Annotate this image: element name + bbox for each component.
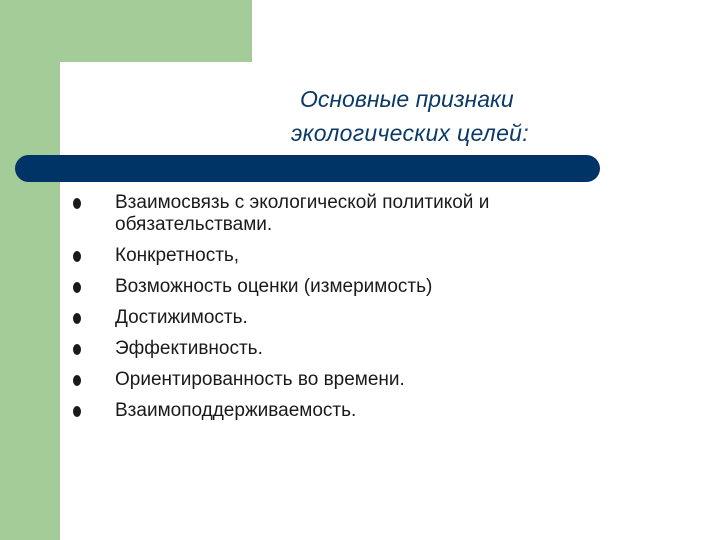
decorative-green-stripe-left (0, 0, 60, 540)
bullet-dot-icon (73, 251, 81, 262)
bullet-dot-icon (73, 198, 81, 209)
slide-title (250, 82, 670, 150)
list-item (73, 276, 633, 298)
slide-title-line-1: Основные признаки (300, 86, 514, 112)
slide-title-line-2: экологических целей: (291, 120, 529, 146)
bullet-dot-icon (73, 406, 81, 417)
list-item-text: Взаимоподдерживаемость. (115, 400, 357, 421)
bullet-dot-icon (73, 282, 81, 293)
list-item (73, 369, 633, 391)
list-item-text: Конкретность, (115, 245, 240, 266)
list-item (73, 400, 633, 422)
list-item (73, 192, 633, 236)
bullet-dot-icon (73, 375, 81, 386)
bullet-dot-icon (73, 313, 81, 324)
title-divider-bar (15, 155, 600, 182)
list-item (73, 307, 633, 329)
list-item-text: Достижимость. (115, 307, 248, 328)
list-item-text: Эффективность. (115, 338, 263, 359)
list-item (73, 338, 633, 360)
bullet-list (73, 192, 633, 431)
list-item-text: Взаимосвязь с экологической политикой и обязательствами. (115, 192, 490, 235)
list-item-text: Ориентированность во времени. (115, 369, 405, 390)
list-item-text: Возможность оценки (измеримость) (115, 276, 433, 297)
bullet-dot-icon (73, 344, 81, 355)
list-item (73, 245, 633, 267)
